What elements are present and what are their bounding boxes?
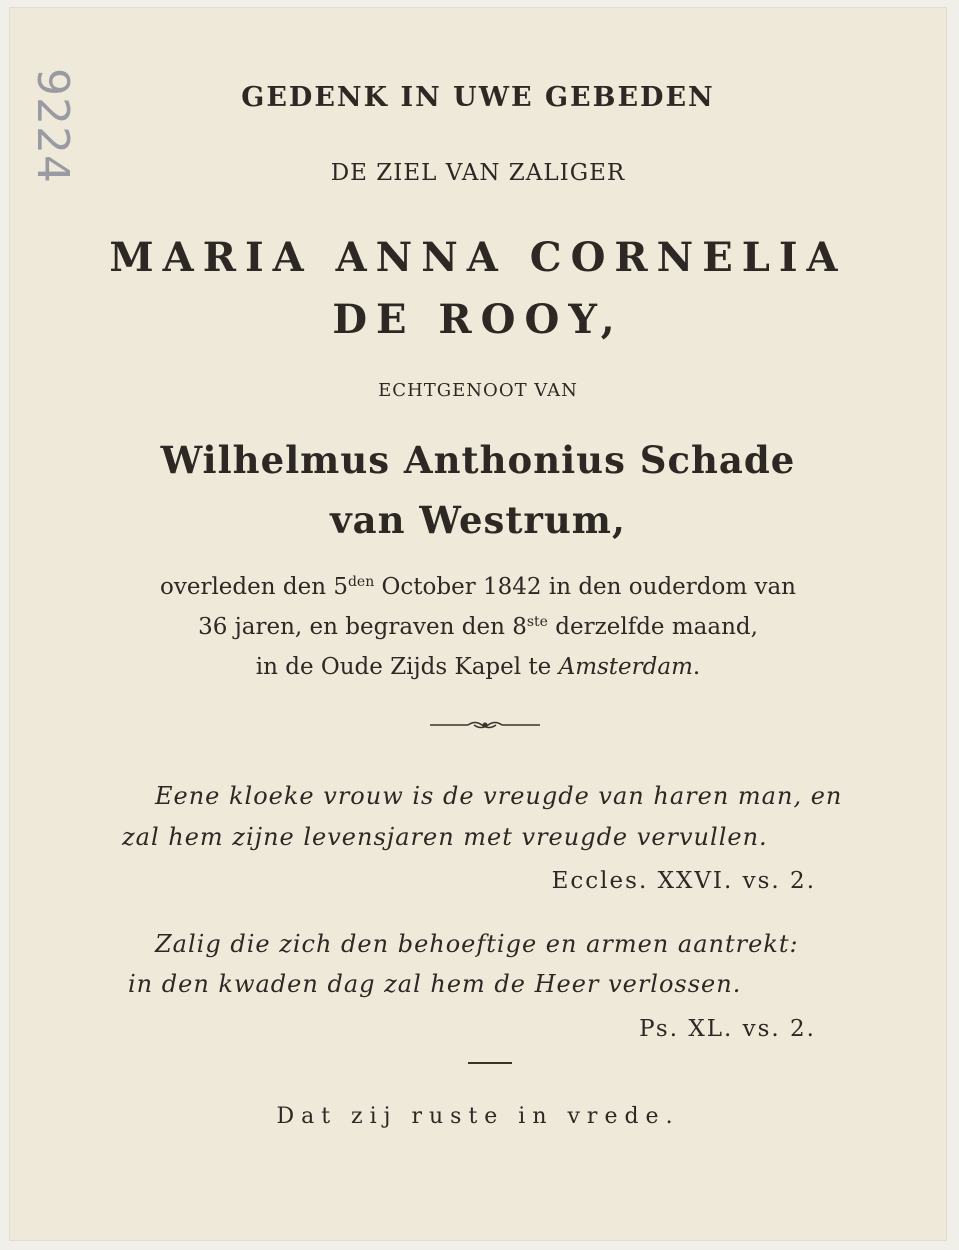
quote2-line1: Zalig die zich den behoeftige en armen aantrekt: <box>155 930 799 958</box>
death-date-line <box>10 574 946 600</box>
quote2-reference: Ps. XL. vs. 2. <box>639 1016 816 1042</box>
burial-date-line <box>10 614 946 640</box>
superscript: den <box>347 574 375 590</box>
ornament-divider-icon <box>430 718 540 732</box>
heading-soul: DE ZIEL VAN ZALIGER <box>330 160 626 186</box>
deceased-name-line1: MARIA ANNA CORNELIA <box>109 234 847 281</box>
catalog-number-text: 9224 <box>27 68 78 184</box>
deceased-name-line2: DE ROOY, <box>332 296 624 343</box>
quote2-line2: in den kwaden dag zal hem de Heer verlossen. <box>128 970 742 998</box>
burial-place-line <box>10 654 946 680</box>
burial-city: Amsterdam <box>558 654 693 680</box>
quote1-reference: Eccles. XXVI. vs. 2. <box>551 868 816 894</box>
text-segment: overleden den 5 <box>160 574 348 600</box>
quote1-line1: Eene kloeke vrouw is de vreugde van haren man, en <box>155 782 843 810</box>
spouse-name-line2: van Westrum, <box>330 498 626 542</box>
text-segment: . <box>692 654 701 680</box>
text-segment: in de Oude Zijds Kapel te <box>255 654 559 680</box>
closing-blessing: Dat zij ruste in vrede. <box>276 1104 680 1129</box>
divider-rule <box>468 1062 512 1064</box>
text-segment: October 1842 in den ouderdom van <box>374 574 796 600</box>
spouse-name-line1: Wilhelmus Anthonius Schade <box>160 438 796 482</box>
text-segment: 36 jaren, en begraven den 8 <box>198 614 527 640</box>
relation-label: ECHTGENOOT VAN <box>378 380 578 401</box>
memorial-card <box>10 8 946 1240</box>
heading-remember: GEDENK IN UWE GEBEDEN <box>241 82 715 113</box>
text-segment: derzelfde maand, <box>547 614 758 640</box>
quote1-line2: zal hem zijne levensjaren met vreugde vervullen. <box>122 823 768 851</box>
superscript: ste <box>526 614 548 630</box>
